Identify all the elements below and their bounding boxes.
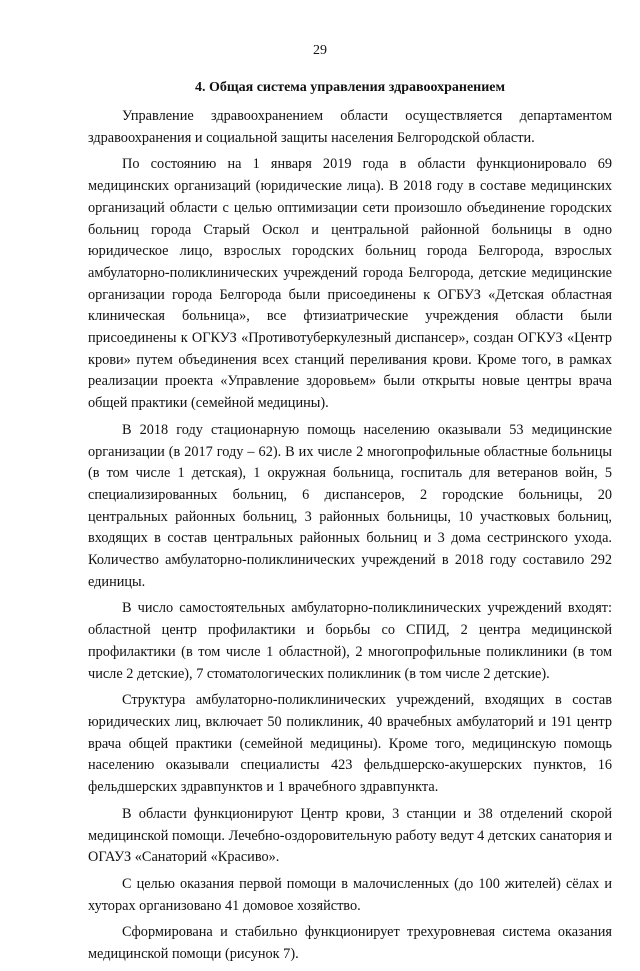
- paragraph-5: Структура амбулаторно-поликлинических учреждений, входящих в состав юридических лиц, включает 50 поликлиник, 40 врачебных амбулаторий и 191 центр врача общей практики (семейной медицины). Кроме того, медицинскую помощь населению оказывали специалисты 423 фельдшерско-акушерских пунктов, 16 фельдшерских здравпунктов и 1 врачебного здравпункта.: [88, 692, 612, 796]
- paragraph-2: По состоянию на 1 января 2019 года в области функционировало 69 медицинских организаций (юридические лица). В 2018 году в составе медицинских организаций области с целью оптимизации сети произошло объединение городских больниц города Старый Оскол и центральной районной больницы в одно юридическое лицо, взрослых городских больниц города Белгорода, взрослых амбулаторно-поликлинических учреждений города Белгорода, детские медицинские организации города Белгорода были присоединены к ОГБУЗ «Детская областная клиническая больница», все фтизиатрические учреждения области были присоединены к ОГКУЗ «Противотуберкулезный диспансер», создан ОГКУЗ «Центр крови» путем объединения всех станций переливания крови. Кроме того, в рамках реализации проекта «Управление здоровьем» были открыты новые центры врача общей практики (семейной медицины).: [88, 156, 612, 412]
- section-body: [88, 106, 612, 971]
- section-heading: 4. Общая система управления здравоохранением: [194, 80, 506, 95]
- page-number: 29: [313, 43, 327, 58]
- paragraph-3: В 2018 году стационарную помощь населению оказывали 53 медицинские организации (в 2017 году – 62). В их числе 2 многопрофильные областные больницы (в том числе 1 детская), 1 окружная больница, госпиталь для ветеранов войн, 5 специализированных больниц, 6 диспансеров, 2 городские больницы, 20 центральных районных больниц, 3 районных больницы, 10 участковых больниц, входящих в состав центральных районных больниц и 3 дома сестринского ухода. Количество амбулаторно-поликлинических учреждений в 2018 году составило 292 единицы.: [88, 421, 612, 590]
- paragraph-8: Сформирована и стабильно функционирует трехуровневая система оказания медицинской помощи (рисунок 7).: [88, 924, 612, 963]
- paragraph-4: В число самостоятельных амбулаторно-поликлинических учреждений входят: областной центр профилактики и борьбы со СПИД, 2 центра медицинской профилактики (в том числе 1 областной), 2 многопрофильные поликлиники (в том числе 2 детские), 7 стоматологических поликлиник (в том числе 2 детские).: [88, 600, 612, 682]
- paragraph-7: С целью оказания первой помощи в малочисленных (до 100 жителей) сёлах и хуторах организовано 41 домовое хозяйство.: [88, 875, 612, 914]
- paragraph-1: Управление здравоохранением области осуществляется департаментом здравоохранения и социальной защиты населения Белгородской области.: [88, 108, 612, 146]
- paragraph-6: В области функционируют Центр крови, 3 станции и 38 отделений скорой медицинской помощи. Лечебно-оздоровительную работу ведут 4 детских санатория и ОГАУЗ «Санаторий «Красиво».: [88, 805, 612, 866]
